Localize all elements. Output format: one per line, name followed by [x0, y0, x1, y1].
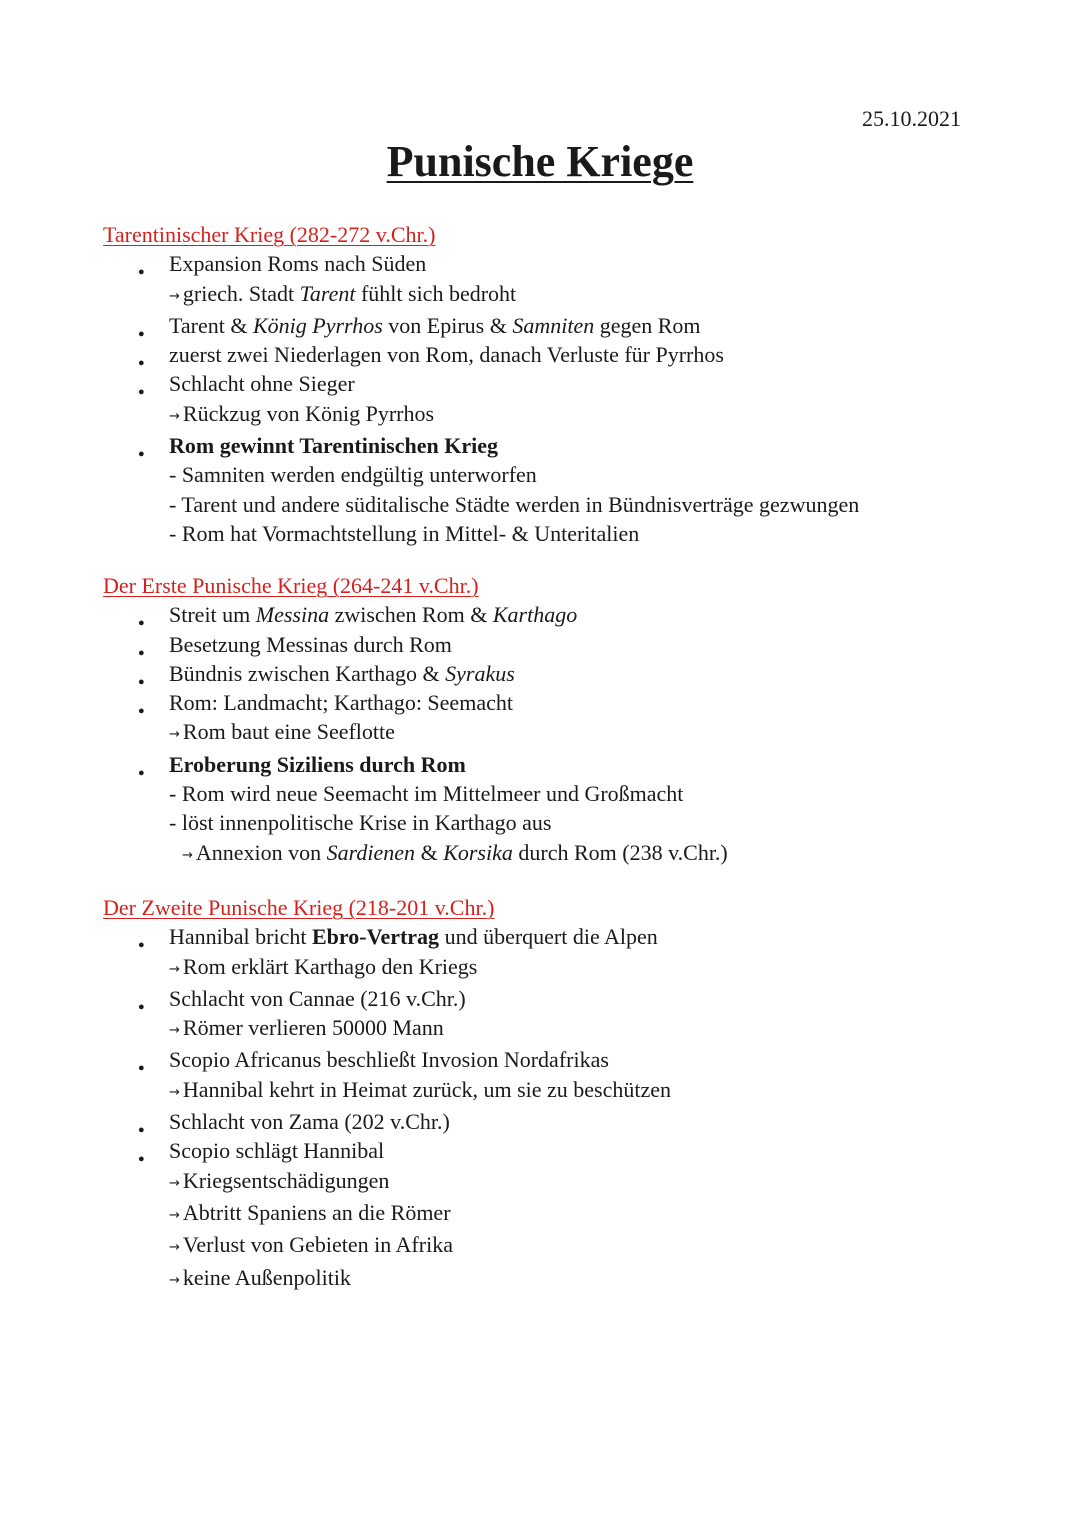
- bullet-icon: ●: [138, 357, 145, 370]
- text-segment: Bündnis zwischen Karthago &: [169, 660, 446, 686]
- text-segment: Rom baut eine Seeflotte: [182, 719, 395, 745]
- bullet-icon: ●: [138, 386, 145, 399]
- arrow-right-icon: →: [169, 1207, 180, 1223]
- text-segment: König Pyrrhos: [252, 312, 383, 338]
- sub-item: [103, 490, 1063, 519]
- bullet-item: [103, 922, 1063, 951]
- sub-item: [103, 779, 1063, 808]
- bullet-icon: ●: [138, 1153, 145, 1166]
- text-segment: Karthago: [492, 602, 578, 628]
- bullet-item: [103, 1045, 1063, 1074]
- text-segment: Schlacht ohne Sieger: [169, 371, 355, 397]
- arrow-right-icon: →: [169, 1240, 180, 1256]
- bullet-item: [103, 630, 1063, 659]
- text-segment: Messina: [255, 602, 330, 628]
- section-heading: Der Erste Punische Krieg (264-241 v.Chr.): [103, 573, 479, 598]
- arrow-item: [103, 952, 1063, 984]
- bullet-item: [103, 984, 1063, 1013]
- bullet-item: [103, 600, 1063, 629]
- bullet-item: [103, 1107, 1063, 1136]
- text-segment: Korsika: [443, 839, 513, 865]
- arrow-item: [103, 1263, 1063, 1295]
- bullet-icon: ●: [138, 1000, 145, 1013]
- text-segment: Annexion von: [195, 839, 327, 865]
- text-segment: Samniten: [512, 312, 595, 338]
- bullet-item: [103, 688, 1063, 717]
- text-segment: Besetzung Messinas durch Rom: [169, 631, 452, 657]
- section-lines: [103, 922, 1063, 1295]
- arrow-item: [103, 717, 1063, 749]
- text-segment: Sardienen: [326, 839, 416, 865]
- arrow-item: [103, 279, 1063, 311]
- arrow-right-icon: →: [169, 1175, 180, 1191]
- arrow-right-icon: →: [182, 847, 193, 863]
- section-lines: [103, 600, 1063, 870]
- bullet-icon: ●: [138, 646, 145, 659]
- text-segment: fühlt sich bedroht: [355, 280, 517, 306]
- bullet-icon: ●: [138, 705, 145, 718]
- text-segment: zwischen Rom &: [329, 602, 493, 628]
- text-segment: - löst innenpolitische Krise in Karthago aus: [169, 810, 552, 836]
- text-segment: Ebro-Vertrag: [311, 924, 440, 950]
- page-title: Punische Kriege: [386, 137, 694, 186]
- text-segment: Tarent: [299, 280, 356, 306]
- arrow-right-icon: →: [169, 288, 180, 304]
- bullet-item: [103, 249, 1063, 278]
- section-heading: Tarentinischer Krieg (282-272 v.Chr.): [103, 222, 436, 247]
- text-segment: keine Außenpolitik: [182, 1264, 351, 1290]
- arrow-right-icon: →: [169, 1023, 180, 1039]
- arrow-right-icon: →: [169, 961, 180, 977]
- bullet-icon: ●: [138, 1062, 145, 1075]
- bullet-item: [103, 750, 1063, 779]
- bullet-item: [103, 340, 1063, 369]
- text-segment: Streit um: [169, 602, 256, 628]
- section-erster-punischer-krieg: [103, 571, 1063, 870]
- section-lines: [103, 249, 1063, 548]
- text-segment: - Rom hat Vormachtstellung in Mittel- & Unteritalien: [169, 520, 640, 546]
- section-tarentinischer-krieg: [103, 220, 1063, 548]
- arrow-item: [103, 1230, 1063, 1262]
- text-segment: - Rom wird neue Seemacht im Mittelmeer und Großmacht: [169, 781, 684, 807]
- arrow-item: [103, 1013, 1063, 1045]
- text-segment: Expansion Roms nach Süden: [169, 251, 427, 277]
- arrow-item: [103, 838, 1063, 870]
- text-segment: Abtritt Spaniens an die Römer: [182, 1199, 451, 1225]
- text-segment: griech. Stadt: [182, 280, 300, 306]
- bullet-item: [103, 659, 1063, 688]
- arrow-item: [103, 1198, 1063, 1230]
- sub-item: [103, 519, 1063, 548]
- text-segment: Rom: Landmacht; Karthago: Seemacht: [169, 690, 513, 716]
- bullet-icon: ●: [138, 327, 145, 340]
- bullet-item: [103, 311, 1063, 340]
- arrow-item: [103, 1075, 1063, 1107]
- text-segment: gegen Rom: [594, 312, 701, 338]
- text-segment: von Epirus &: [382, 312, 513, 338]
- arrow-item: [103, 1166, 1063, 1198]
- bullet-icon: ●: [138, 448, 145, 461]
- text-segment: Römer verlieren 50000 Mann: [182, 1015, 444, 1041]
- text-segment: zuerst zwei Niederlagen von Rom, danach Verluste für Pyrrhos: [169, 342, 724, 368]
- arrow-right-icon: →: [169, 727, 180, 743]
- bullet-item: [103, 1136, 1063, 1165]
- sub-item: [103, 460, 1063, 489]
- text-segment: Eroberung Siziliens durch Rom: [169, 751, 466, 777]
- bullet-icon: ●: [138, 939, 145, 952]
- text-segment: durch Rom (238 v.Chr.): [512, 839, 728, 865]
- arrow-right-icon: →: [169, 1084, 180, 1100]
- text-segment: und überquert die Alpen: [439, 924, 658, 950]
- arrow-right-icon: →: [169, 1272, 180, 1288]
- arrow-item: [103, 399, 1063, 431]
- bullet-item: [103, 431, 1063, 460]
- text-segment: Schlacht von Zama (202 v.Chr.): [169, 1109, 450, 1135]
- text-segment: Schlacht von Cannae (216 v.Chr.): [169, 985, 466, 1011]
- bullet-icon: ●: [138, 617, 145, 630]
- text-segment: Scopio Africanus beschließt Invosion Nordafrikas: [169, 1047, 609, 1073]
- bullet-icon: ●: [138, 766, 145, 779]
- section-zweiter-punischer-krieg: [103, 893, 1063, 1295]
- text-segment: Syrakus: [445, 660, 515, 686]
- text-segment: Kriegsentschädigungen: [182, 1167, 390, 1193]
- text-segment: Rom gewinnt Tarentinischen Krieg: [169, 433, 499, 459]
- bullet-item: [103, 369, 1063, 398]
- text-segment: Rückzug von König Pyrrhos: [182, 400, 435, 426]
- arrow-right-icon: →: [169, 408, 180, 424]
- bullet-icon: ●: [138, 675, 145, 688]
- text-segment: Tarent &: [169, 312, 253, 338]
- text-segment: &: [415, 839, 444, 865]
- document-date: 25.10.2021: [862, 106, 961, 131]
- text-segment: Hannibal bricht: [169, 924, 312, 950]
- text-segment: Scopio schlägt Hannibal: [169, 1138, 385, 1164]
- text-segment: Verlust von Gebieten in Afrika: [182, 1232, 453, 1258]
- section-heading: Der Zweite Punische Krieg (218-201 v.Chr.): [103, 895, 495, 920]
- bullet-icon: ●: [138, 266, 145, 279]
- text-segment: - Tarent und andere süditalische Städte werden in Bündnisverträge gezwungen: [169, 491, 860, 517]
- sub-item: [103, 808, 1063, 837]
- bullet-icon: ●: [138, 1124, 145, 1137]
- text-segment: Rom erklärt Karthago den Kriegs: [182, 953, 478, 979]
- text-segment: Hannibal kehrt in Heimat zurück, um sie zu beschützen: [182, 1076, 672, 1102]
- text-segment: - Samniten werden endgültig unterworfen: [169, 462, 537, 488]
